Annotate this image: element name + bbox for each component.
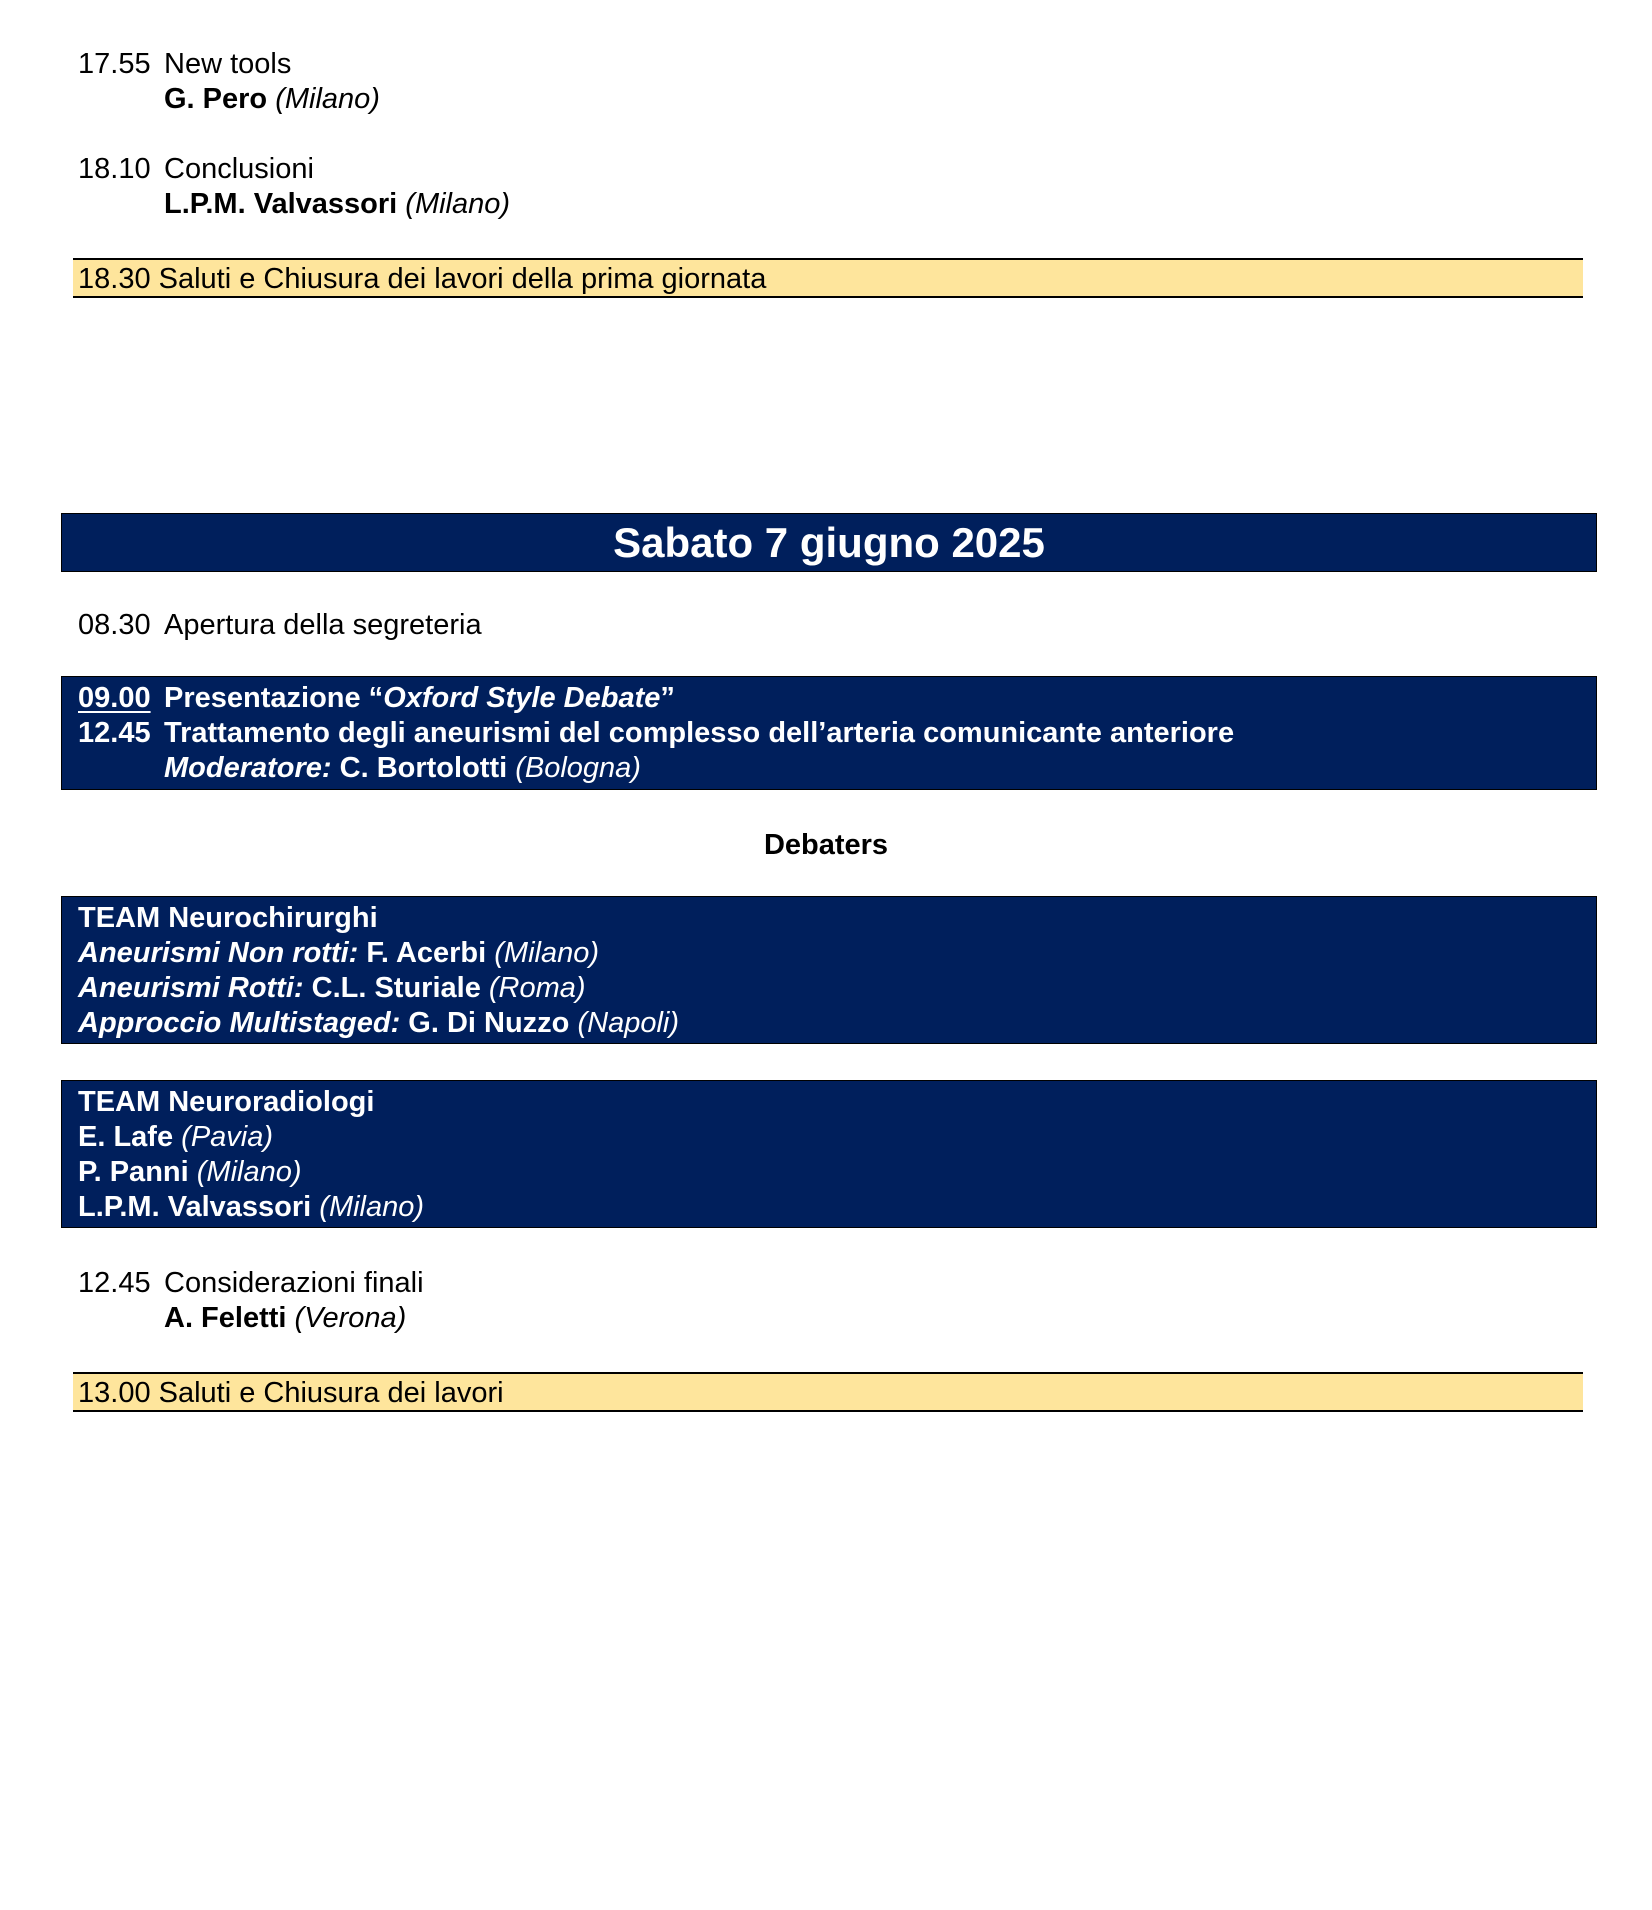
speaker-name: G. Pero <box>164 83 268 115</box>
member-city: (Roma) <box>488 972 586 1004</box>
item-title: Considerazioni finali <box>164 1267 424 1299</box>
speaker-name: L.P.M. Valvassori <box>164 188 398 220</box>
debate-time-start: 09.00 <box>78 682 151 714</box>
member-name: G. Di Nuzzo <box>408 1007 570 1039</box>
debate-time-end: 12.45 <box>78 717 151 749</box>
team-member <box>78 1006 1596 1041</box>
member-city: (Napoli) <box>577 1007 679 1039</box>
speaker-city: (Verona) <box>294 1302 407 1334</box>
closing-day1-banner: 18.30 Saluti e Chiusura dei lavori della prima giornata <box>73 258 1583 298</box>
agenda-item-conclusioni <box>78 152 510 222</box>
speaker-city: (Milano) <box>275 83 380 115</box>
item-time: 08.30 <box>78 609 151 641</box>
member-city: (Milano) <box>494 937 600 969</box>
moderator-name: C. Bortolotti <box>339 752 508 784</box>
member-city: (Pavia) <box>181 1121 274 1153</box>
team-member <box>78 1155 1596 1190</box>
team-member <box>78 971 1596 1006</box>
closing-day2-banner: 13.00 Saluti e Chiusura dei lavori <box>73 1372 1583 1412</box>
agenda-item-new-tools <box>78 47 380 117</box>
day-header: Sabato 7 giugno 2025 <box>61 513 1597 572</box>
debaters-heading: Debaters <box>763 829 889 861</box>
member-city: (Milano) <box>319 1191 425 1223</box>
team-member <box>78 936 1596 971</box>
speaker-name: A. Feletti <box>164 1302 287 1334</box>
team-member <box>78 1120 1596 1155</box>
item-time: 18.10 <box>78 153 151 185</box>
member-name: L.P.M. Valvassori <box>78 1191 312 1223</box>
speaker-city: (Milano) <box>405 188 511 220</box>
team-neurochirurghi <box>61 896 1597 1044</box>
member-name: F. Acerbi <box>366 937 487 969</box>
member-name: E. Lafe <box>78 1121 174 1153</box>
member-name: C.L. Sturiale <box>311 972 481 1004</box>
member-city: (Milano) <box>196 1156 302 1188</box>
item-time: 12.45 <box>78 1267 151 1299</box>
debate-topic: Trattamento degli aneurismi del complesso dell’arteria comunicante anteriore <box>164 717 1235 749</box>
team-title: TEAM Neuroradiologi <box>78 1086 375 1118</box>
moderator-city: (Bologna) <box>515 752 641 784</box>
debate-title-italic: Oxford Style Debate <box>383 682 661 714</box>
item-title: Conclusioni <box>164 153 314 185</box>
debate-block <box>61 676 1597 790</box>
team-title: TEAM Neurochirurghi <box>78 902 378 934</box>
item-title: Apertura della segreteria <box>164 609 482 641</box>
member-role: Approccio Multistaged: <box>78 1007 401 1039</box>
moderator-label: Moderatore: <box>164 752 332 784</box>
item-title: New tools <box>164 48 292 80</box>
agenda-item-opening <box>78 608 482 643</box>
member-role: Aneurismi Rotti: <box>78 972 304 1004</box>
item-time: 17.55 <box>78 48 151 80</box>
debate-title-suffix: ” <box>660 682 675 714</box>
member-name: P. Panni <box>78 1156 189 1188</box>
team-member <box>78 1190 1596 1225</box>
member-role: Aneurismi Non rotti: <box>78 937 359 969</box>
debate-title-prefix: Presentazione “ <box>164 682 384 714</box>
team-neuroradiologi <box>61 1080 1597 1228</box>
agenda-item-final <box>78 1266 424 1336</box>
